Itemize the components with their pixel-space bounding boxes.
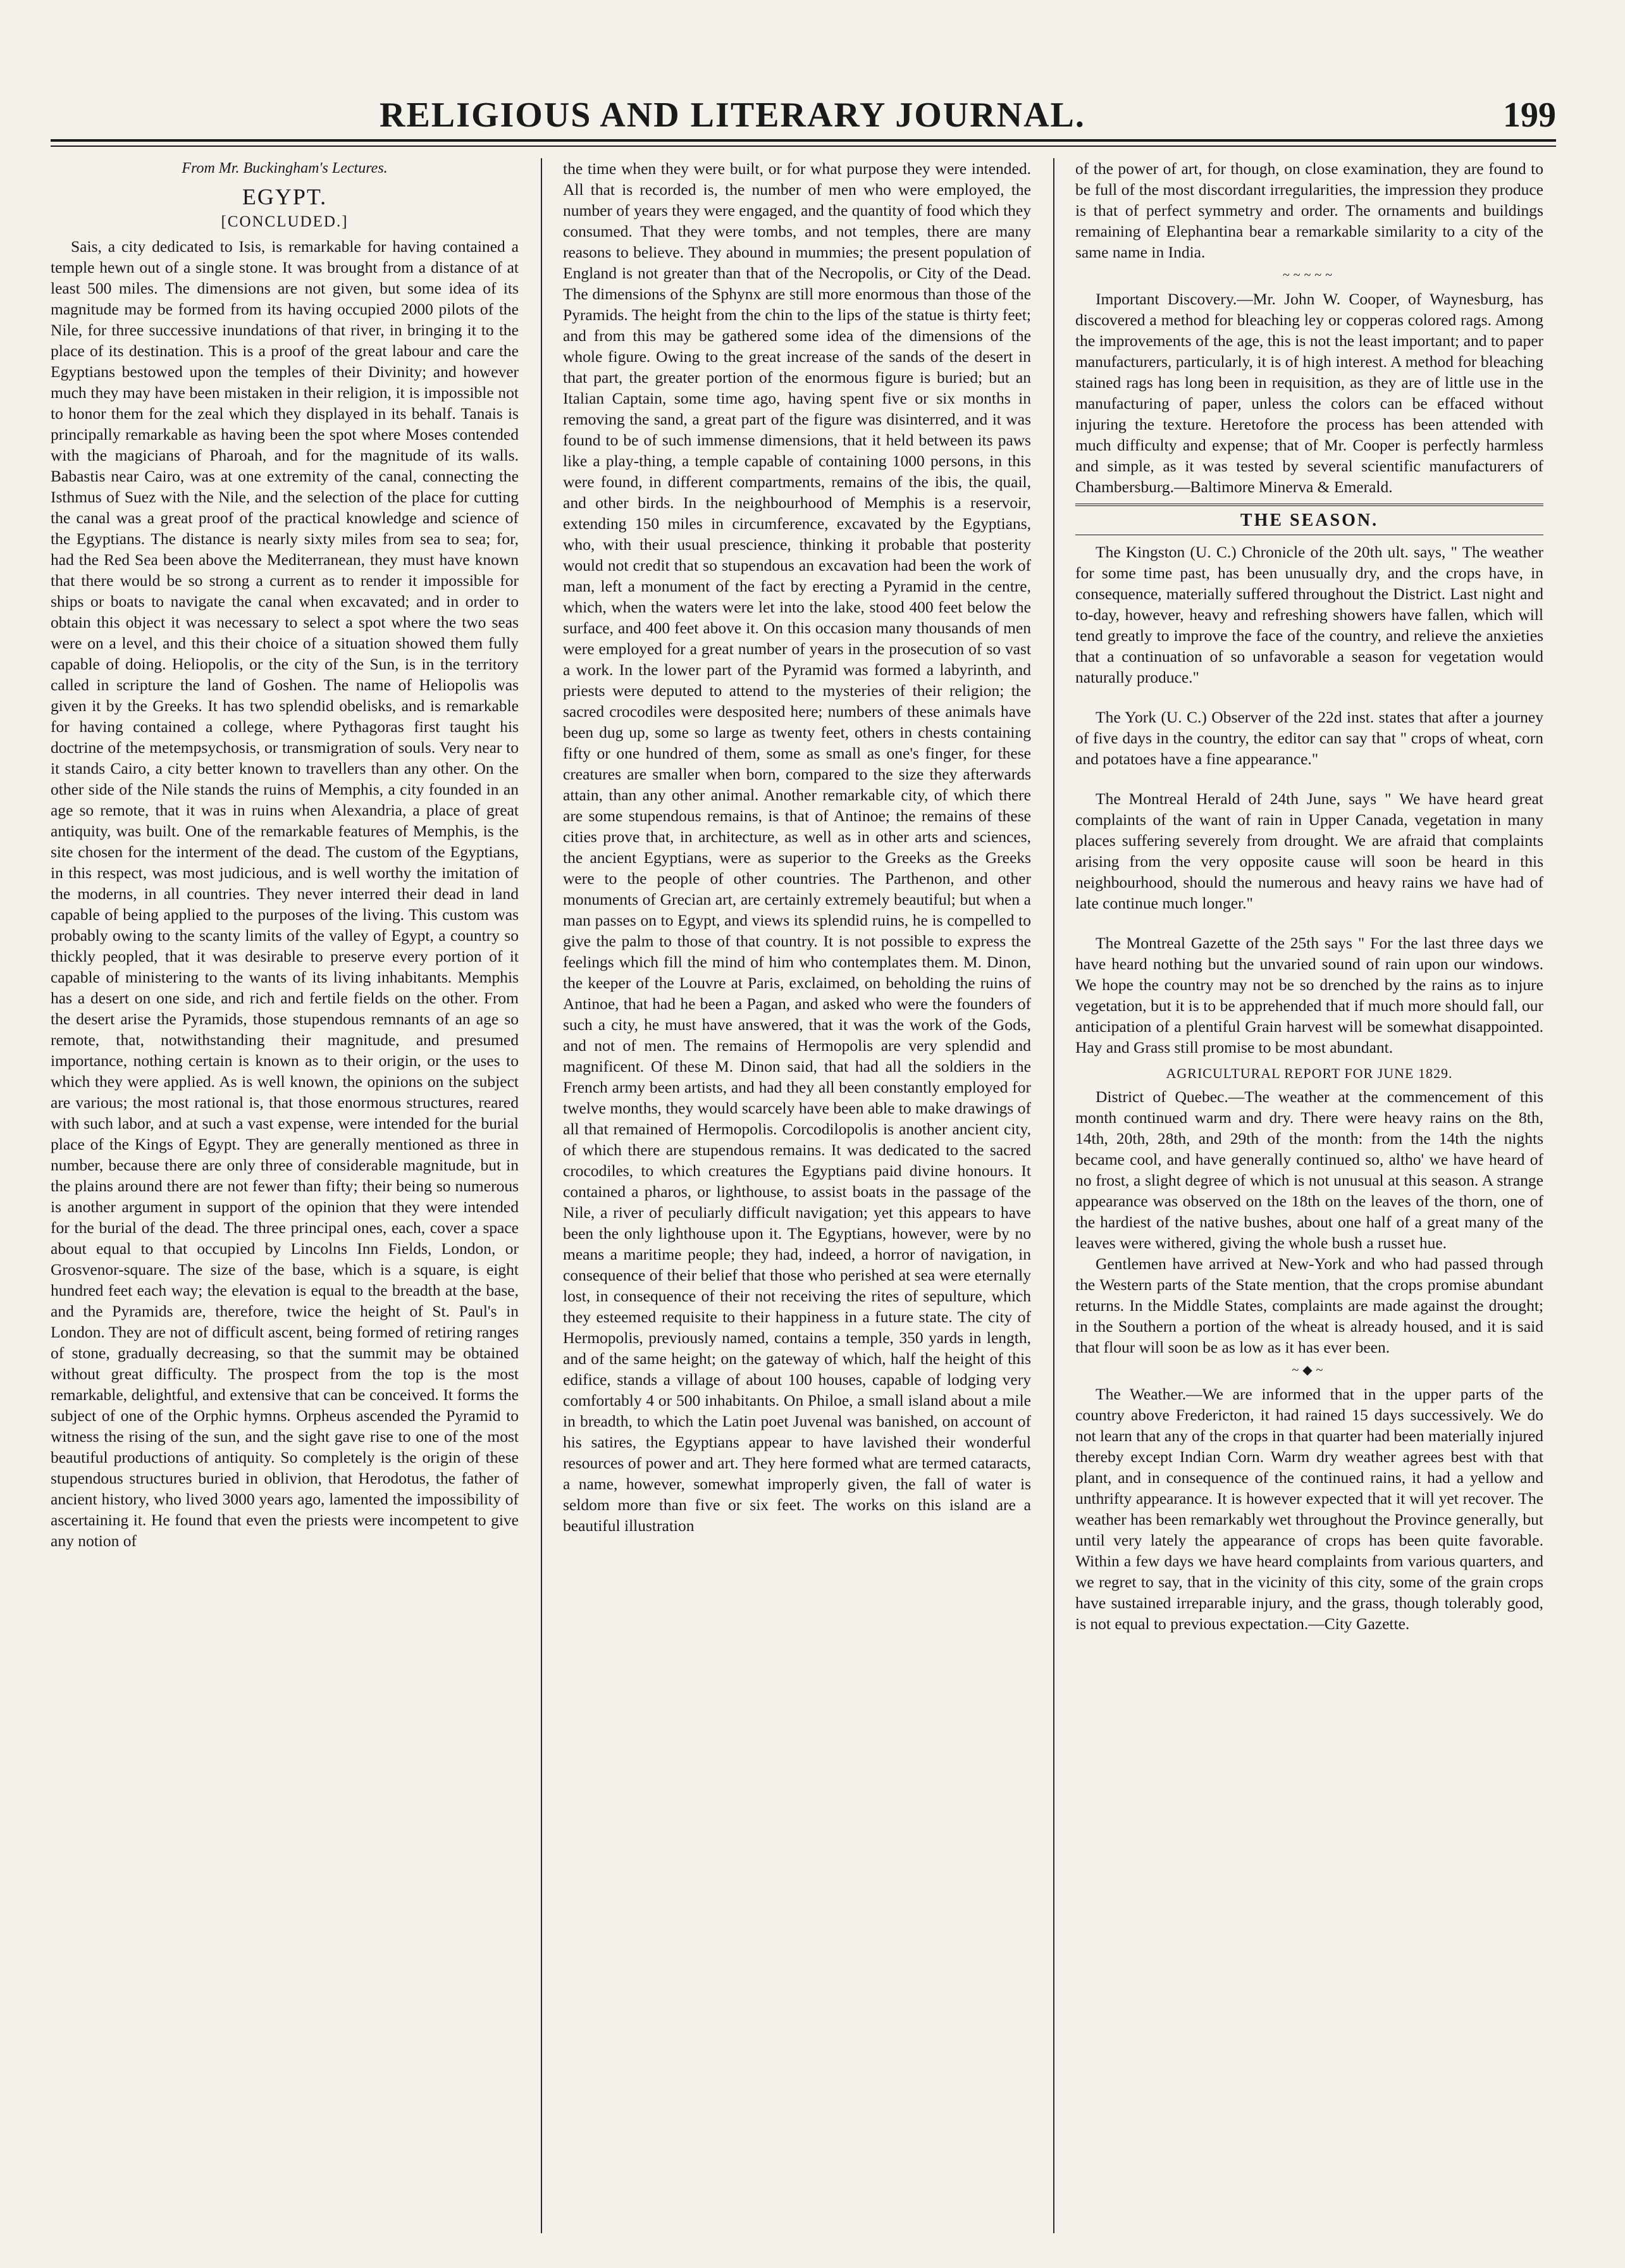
season-paragraph: The Montreal Gazette of the 25th says " For the last three days we have heard nothing but the unvaried sound of rain upon our windows. We hope the country may not be so drenched by the rains as to injure vegetation, but it is to be apprehended that if much more should fall, our anticipation of a plentiful Grain harvest will be somewhat disappointed. Hay and Grass still promise to be most abundant.	[1075, 934, 1543, 1057]
report-paragraph: District of Quebec.—The weather at the commencement of this month continued warm and dry. There were heavy rains on the 8th, 14th, 20th, 28th, and 29th of the month: from the 14th the nights became cool, and have generally continued so, altho' we have heard of no frost, a slight degree of which is not unusual at this season. A strange appearance was observed on the 18th on the leaves of the thorn, one of the hardiest of the native bushes, about one half of a great many of the leaves were withered, giving the whole bush a russet hue.	[1075, 1088, 1543, 1252]
column-divider	[541, 158, 542, 2233]
paragraph-gap	[1075, 769, 1543, 788]
ornament-divider: ~~~~~	[1282, 268, 1337, 282]
column-divider	[1053, 158, 1054, 2233]
discovery-paragraph: Important Discovery.—Mr. John W. Cooper, of Waynesburg, has discovered a method for bleaching ley or copperas colored rags. Among the improvements of the age, this is not the least important; and to paper manufacturers, particularly, it is of high interest. A method for bleaching stained rags has long been in requisition, as they are of little use in the manufacturing of paper, unless the colors can be effaced without injuring the texture. Heretofore the process has been attended with much difficulty and expense; that of Mr. Cooper is perfectly harmless and simple, as it was tested by several scientific manufacturers of Chambersburg.—Baltimore Minerva & Emerald.	[1075, 290, 1543, 496]
season-paragraph: The Kingston (U. C.) Chronicle of the 20th ult. says, " The weather for some time past, has been unusually dry, and the crops have, in consequence, materially suffered throughout the District. Last night and to-day, however, heavy and refreshing showers have fallen, which will tend greatly to improve the face of the country, and relieve the anxieties that a continuation of so unfavorable a season for vegetation would naturally produce."	[1075, 543, 1543, 686]
report-paragraph: Gentlemen have arrived at New-York and who had passed through the Western parts of the State mention, that the crops promise abundant returns. In the Middle States, complaints are made against the drought; in the Southern a portion of the wheat is already housed, and it is said that flour will soon be as low as it has ever been.	[1075, 1255, 1543, 1356]
season-paragraph: The York (U. C.) Observer of the 22d inst. states that after a journey of five days in the country, the editor can say that " crops of wheat, corn and potatoes have a fine appearance."	[1075, 708, 1543, 768]
season-paragraph: The Montreal Herald of 24th June, says " We have heard great complaints of the want of rain in Upper Canada, vegetation in many places suffering severely from drought. We are afraid that complaints arising from the very opposite cause will soon be heard in this neighbourhood, should the numerous and heavy rains we have had of late continue much longer."	[1075, 790, 1543, 912]
journal-page	[51, 95, 1556, 2246]
paragraph-gap	[1075, 914, 1543, 933]
article-paragraph: Sais, a city dedicated to Isis, is remarkable for having contained a temple hewn out of a single stone. It was brought from a distance of at least 500 miles. The dimensions are not given, but some idea of its magnitude may be formed from its having occupied 2000 pilots of the Nile, for three successive inundations of that river, in bringing it to the place of its destination. This is a proof of the great labour and care the Egyptians bestowed upon the temples of their Divinity; and however much they may have been mistaken in their religion, it is impossible not to honor them for the zeal which they displayed in its behalf. Tanais is principally remarkable as having been the spot where Moses contended with the magicians of Pharoah, and for the magnitude of its walls. Babastis near Cairo, was at one extremity of the canal, connecting the Isthmus of Suez with the Nile, and the selection of the place for cutting the canal was a great proof of the practical knowledge and science of the Egyptians. The distance is nearly sixty miles from sea to sea; for, had the Red Sea been above the Mediterranean, they must have known that there would be so strong a current as to render it impossible for ships or boats to navigate the canal when excavated; and in order to obtain this object it was necessary to select a spot where the two seas were on a level, and this their choice of a situation showed them fully capable of doing. Heliopolis, or the city of the Sun, is in the territory called in scripture the land of Goshen. The name of Heliopolis was given it by the Greeks. It has two splendid obelisks, and is remarkable for having contained a college, where Pythagoras first taught his doctrine of the metempsychosis, or transmigration of souls. Very near to it stands Cairo, a city better known to travellers than any other. On the other side of the Nile stands the ruins of Memphis, a city founded in an age so remote, that it was in ruins when Alexandria, a place of great antiquity, was built. One of the remarkable features of Memphis, is the site chosen for the interment of the dead. The custom of the Egyptians, in this respect, was most judicious, and is well worthy the imitation of the moderns, in all countries. They never interred their dead in land capable of being applied to the purposes of the living. This custom was probably owing to the scanty limits of the valley of Egypt, a country so thickly peopled, that it was desirable to preserve every portion of it capable of ministering to the wants of its living inhabitants. Memphis has a desert on one side, and rich and fertile fields on the other. From the desert arise the Pyramids, those stupendous remnants of an age so remote, that, notwithstanding their magnitude, and presumed importance, nothing certain is known as to their origin, or the uses to which they were applied. As is well known, the opinions on the subject are various; the most rational is, that those enormous structures, reared with such labor, and at such a vast expense, were intended for the burial place of the Kings of Egypt. They are generally mentioned as three in number, because there are only three of considerable magnitude, but in the plains around there are not fewer than fifty; their being so numerous is another argument in support of the opinion that they were intended for the burial of the dead. The three principal ones, each, cover a space about equal to that occupied by Lincolns Inn Fields, London, or Grosvenor-square. The size of the base, which is a square, is eight hundred feet each way; the elevation is equal to the breadth at the base, and the Pyramids are, therefore, twice the height of St. Paul's in London. They are not of difficult ascent, being formed of retiring ranges of stone, gradually decreasing, so that the summit may be obtained without great difficulty. The prospect from the top is the most remarkable, delightful, and extensive that can be conceived. It forms the subject of one of the Orphic hymns. Orpheus ascended the Pyramid to witness the rising of the sun, and the sight gave rise to one of the most beautiful productions of antiquity. So completely is the origin of these stupendous structures buried in oblivion, that Herodotus, the father of ancient history, who lived 3000 years ago, lamented the impossibility of ascertaining it. He found that even the priests were incompetent to give any notion of	[51, 237, 519, 1550]
running-title: RELIGIOUS AND LITERARY JOURNAL.	[380, 96, 1085, 135]
page-header	[51, 95, 1556, 133]
section-title: THE SEASON.	[1075, 504, 1543, 535]
page-number: 199	[1503, 96, 1556, 135]
paragraph-gap	[1075, 688, 1543, 707]
article-title: EGYPT.	[242, 184, 328, 209]
ornament-divider: ~◆~	[1292, 1363, 1327, 1377]
report-title: AGRICULTURAL REPORT FOR JUNE 1829.	[1166, 1065, 1453, 1081]
column-middle	[563, 158, 1031, 2240]
article-byline: From Mr. Buckingham's Lectures.	[182, 160, 388, 177]
article-paragraph: the time when they were built, or for what purpose they were intended. All that is recorded is, the number of men who were employed, the number of years they were engaged, and the quantity of food which they consumed. That they were tombs, and not temples, there are many reasons to believe. They abound in mummies; the present population of England is not greater than that of the Necropolis, or City of the Dead. The dimensions of the Sphynx are still more enormous than those of the Pyramids. The height from the chin to the lips of the statue is thirty feet; and from this may be gathered some idea of the dimensions of the whole figure. Owing to the great increase of the sands of the desert in that part, the greater portion of the enormous figure is buried; but an Italian Captain, some time ago, having spent five or six months in removing the sand, a great part of the figure was disinterred, and it was found to be of such immense dimensions, that it held between its paws like a play-thing, a temple capable of containing 1000 persons, in this were found, in different compartments, remains of the ibis, the quail, and other birds. In the neighbourhood of Memphis is a reservoir, extending 150 miles in circumference, excavated by the Egyptians, who, with their usual prescience, thinking it probable that posterity would not credit that so stupendous an excavation had been the work of man, left a monument of the fact by erecting a Pyramid in the centre, which, when the waters were let into the lake, stood 400 feet below the surface, and 400 feet above it. On this occasion many thousands of men were employed for a great number of years in the prosecution of so vast a work. In the lower part of the Pyramid was formed a labyrinth, and priests were deputed to attend to the mysteries of their religion; the sacred crocodiles were desposited here; numbers of these animals have been dug up, some so large as twenty feet, others in chests containing fifty or one hundred of them, some as small as one's finger, for these creatures are smaller when born, compared to the size they afterwards attain, than any other animal. Another remarkable city, of which there are some stupendous remains, is that of Antinoe; the remains of these cities prove that, in architecture, as well as in other arts and sciences, the ancient Egyptians, were as superior to the Greeks as the Greeks were to the people of other countries. The Parthenon, and other monuments of Grecian art, are certainly extremely beautiful; but when a man passes on to Egypt, and views its splendid ruins, he is compelled to give the palm to those of that country. It is not possible to express the feelings which fill the mind of him who contemplates them. M. Dinon, the keeper of the Louvre at Paris, exclaimed, on beholding the ruins of Antinoe, that had he been a Pagan, and asked who were the founders of such a city, he must have answered, that it was the work of the Gods, and not of men. The remains of Hermopolis are very splendid and magnificent. Of these M. Dinon said, that had all the soldiers in the French army been artists, and had they all been constantly employed for twelve months, they would scarcely have been able to make drawings of all that remained of Hermopolis. Corcodilopolis is another ancient city, of which there are stupendous remains. It was dedicated to the sacred crocodiles, to which creatures the Egyptians paid divine honours. It contained a pharos, or lighthouse, to assist boats in the passage of the Nile, a river of peculiarly difficult navigation; yet this appears to have been the only lighthouse upon it. The Egyptians, however, were by no means a maritime people; they had, indeed, a horror of navigation, in consequence of their belief that those who perished at sea were eternally lost, in consequence of their not receiving the rites of sepulture, which they esteemed requisite to their happiness in a future state. The city of Hermopolis, previously named, contains a temple, 350 yards in length, and of the same height; on the gateway of which, half the height of this edifice, stands a village of about 100 houses, capable of lodging very comfortably 4 or 500 inhabitants. On Philoe, a small island about a mile in breadth, to which the Latin poet Juvenal was banished, on account of his satires, the Egyptians appear to have lavished their wonderful resources of power and art. They here formed what are termed cataracts, a name, however, somewhat improperly given, the fall of water is seldom more than five or six feet. The works on this island are a beautiful illustration	[563, 159, 1031, 1535]
header-rule-thin	[51, 146, 1556, 147]
column-right	[1075, 158, 1543, 2240]
weather-paragraph: The Weather.—We are informed that in the upper parts of the country above Fredericton, it had rained 15 days successively. We do not learn that any of the crops in that quarter had been materially injured thereby except Indian Corn. Warm dry weather agrees best with that plant, and in consequence of the continued rains, it had a yellow and unthrifty appearance. It is however expected that it will yet recover. The weather has been remarkably wet throughout the Province generally, but until very lately the appearance of crops has been quite favorable. Within a few days we have heard complaints from various quarters, and we regret to say, that in the vicinity of this city, some of the grain crops have sustained irreparable injury, and the grass, though tolerably good, is not equal to previous expectation.—City Gazette.	[1075, 1385, 1543, 1633]
header-rule	[51, 139, 1556, 142]
article-subtitle: [CONCLUDED.]	[221, 213, 349, 230]
column-left	[51, 158, 519, 2240]
article-paragraph: of the power of art, for though, on close examination, they are found to be full of the most discordant irregularities, the impression they produce is that of perfect symmetry and order. The ornaments and buildings remaining of Elephantina bear a remarkable similarity to a city of the same name in India.	[1075, 159, 1543, 261]
